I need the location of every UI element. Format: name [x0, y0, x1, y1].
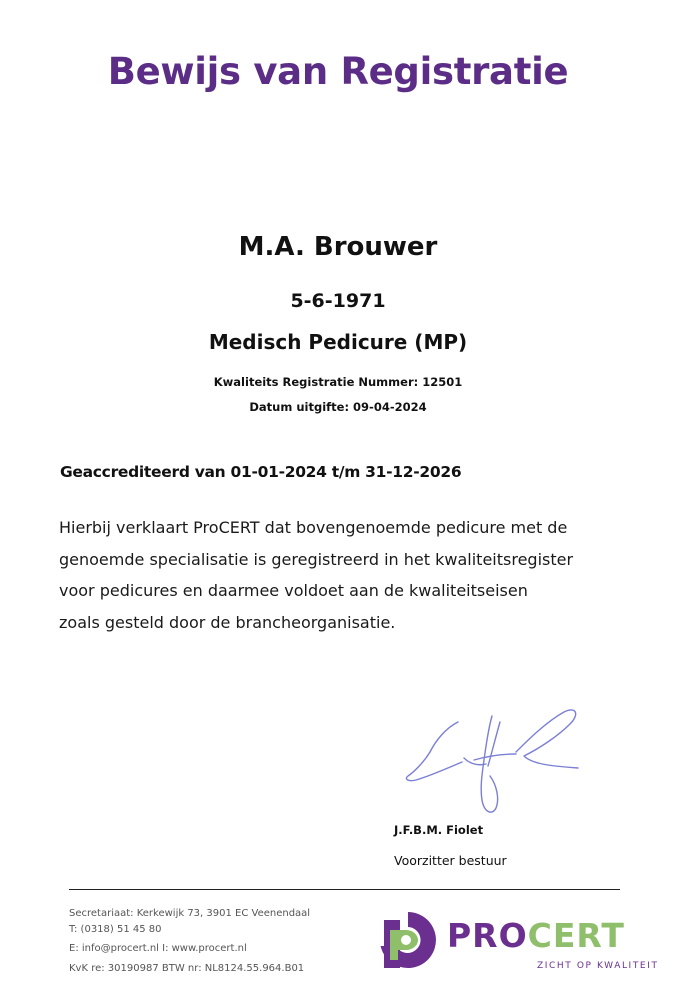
signer-role: Voorzitter bestuur: [394, 853, 507, 868]
footer-address: Secretariaat: Kerkewijk 73, 3901 EC Veenendaal: [69, 908, 311, 919]
certificate-title: Bewijs van Registratie: [107, 50, 569, 93]
logo-tagline: ZICHT OP KWALITEIT: [537, 961, 659, 971]
logo-text-pro: PRO: [447, 916, 528, 955]
footer-contact: E: info@procert.nl I: www.procert.nl: [69, 943, 247, 954]
declaration-text: [59, 512, 619, 638]
holder-name: M.A. Brouwer: [238, 232, 438, 262]
procert-logo-wordmark: [447, 916, 625, 955]
declaration-line: zoals gesteld door de brancheorganisatie.: [59, 612, 396, 632]
handwritten-signature: [400, 700, 590, 825]
footer-registry: KvK re: 30190987 BTW nr: NL8124.55.964.B01: [69, 963, 305, 974]
date-of-birth: 5-6-1971: [290, 290, 386, 312]
registration-number: Kwaliteits Registratie Nummer: 12501: [213, 375, 463, 389]
specialisation: Medisch Pedicure (MP): [208, 330, 468, 354]
accreditation-period: Geaccrediteerd van 01-01-2024 t/m 31-12-2026: [60, 463, 462, 481]
footer-phone: T: (0318) 51 45 80: [69, 924, 162, 935]
issue-date: Datum uitgifte: 09-04-2024: [249, 400, 427, 414]
logo-text-cert: CERT: [527, 916, 625, 955]
declaration-line: voor pedicures en daarmee voldoet aan de kwaliteitseisen: [59, 581, 528, 600]
declaration-line: genoemde specialisatie is geregistreerd in het kwaliteitsregister: [59, 549, 574, 569]
declaration-line: Hierbij verklaart ProCERT dat bovengenoemde pedicure met de: [59, 518, 568, 537]
procert-logo-icon: [376, 908, 440, 977]
footer-divider: [69, 889, 620, 890]
signer-name: J.F.B.M. Fiolet: [394, 823, 484, 837]
